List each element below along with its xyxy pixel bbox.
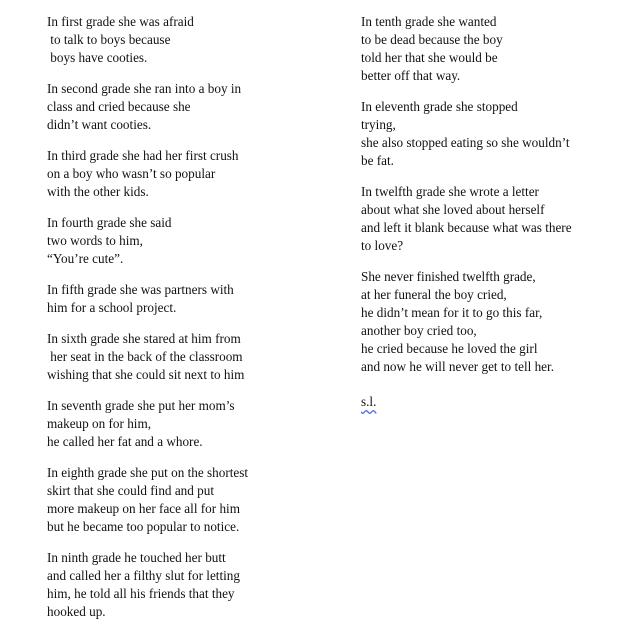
stanza-9 xyxy=(47,549,337,621)
poem-right-column xyxy=(361,13,631,411)
poem-line: about what she loved about herself xyxy=(361,202,545,217)
poem-line: In seventh grade she put her mom’s xyxy=(47,398,235,413)
poem-line: him for a school project. xyxy=(47,300,177,315)
poem-line: and called her a filthy slut for letting xyxy=(47,568,240,583)
poem-line: her seat in the back of the classroom xyxy=(47,349,243,364)
poem-line: In fourth grade she said xyxy=(47,215,172,230)
poem-line: wishing that she could sit next to him xyxy=(47,367,245,382)
poem-line: “You’re cute”. xyxy=(47,251,124,266)
stanza-7 xyxy=(47,397,337,451)
stanza-10 xyxy=(361,13,631,85)
poem-line: she also stopped eating so she wouldn’t xyxy=(361,135,570,150)
poem-line: told her that she would be xyxy=(361,50,498,65)
stanza-11 xyxy=(361,98,631,170)
poem-left-column xyxy=(47,13,337,634)
poem-line: he cried because he loved the girl xyxy=(361,341,538,356)
poem-line: he called her fat and a whore. xyxy=(47,434,203,449)
poem-line: to talk to boys because xyxy=(47,32,171,47)
poem-line: another boy cried too, xyxy=(361,323,477,338)
poem-line: In ninth grade he touched her butt xyxy=(47,550,226,565)
poem-line: In tenth grade she wanted xyxy=(361,14,497,29)
poem-line: didn’t want cooties. xyxy=(47,117,152,132)
poem-line: In eighth grade she put on the shortest xyxy=(47,465,249,480)
poem-line: In third grade she had her first crush xyxy=(47,148,239,163)
author-signature: s.l. xyxy=(361,394,377,409)
poem-line: be fat. xyxy=(361,153,394,168)
poem-line: class and cried because she xyxy=(47,99,191,114)
stanza-8 xyxy=(47,464,337,536)
stanza-3 xyxy=(47,147,337,201)
stanza-2 xyxy=(47,80,337,134)
stanza-1 xyxy=(47,13,337,67)
poem-line: but he became too popular to notice. xyxy=(47,519,240,534)
poem-line: better off that way. xyxy=(361,68,461,83)
poem-line: In first grade she was afraid xyxy=(47,14,194,29)
poem-line: him, he told all his friends that they xyxy=(47,586,235,601)
poem-line: at her funeral the boy cried, xyxy=(361,287,507,302)
stanza-6 xyxy=(47,330,337,384)
poem-line: skirt that she could find and put xyxy=(47,483,215,498)
poem-line: She never finished twelfth grade, xyxy=(361,269,536,284)
poem-line: and left it blank because what was there xyxy=(361,220,572,235)
poem-line: In eleventh grade she stopped xyxy=(361,99,518,114)
poem-line: with the other kids. xyxy=(47,184,149,199)
poem-line: In second grade she ran into a boy in xyxy=(47,81,242,96)
poem-line: makeup on for him, xyxy=(47,416,152,431)
poem-line: In fifth grade she was partners with xyxy=(47,282,234,297)
poem-line: he didn’t mean for it to go this far, xyxy=(361,305,543,320)
poem-line: more makeup on her face all for him xyxy=(47,501,240,516)
poem-line: boys have cooties. xyxy=(47,50,148,65)
poem-line: trying, xyxy=(361,117,396,132)
poem-line: and now he will never get to tell her. xyxy=(361,359,554,374)
poem-line: to love? xyxy=(361,238,404,253)
stanza-12 xyxy=(361,183,631,255)
poem-line: In twelfth grade she wrote a letter xyxy=(361,184,539,199)
stanza-13 xyxy=(361,268,631,376)
stanza-4 xyxy=(47,214,337,268)
poem-line: In sixth grade she stared at him from xyxy=(47,331,241,346)
poem-line: to be dead because the boy xyxy=(361,32,503,47)
poem-line: on a boy who wasn’t so popular xyxy=(47,166,216,181)
poem-line: hooked up. xyxy=(47,604,106,619)
stanza-5 xyxy=(47,281,337,317)
poem-line: two words to him, xyxy=(47,233,143,248)
